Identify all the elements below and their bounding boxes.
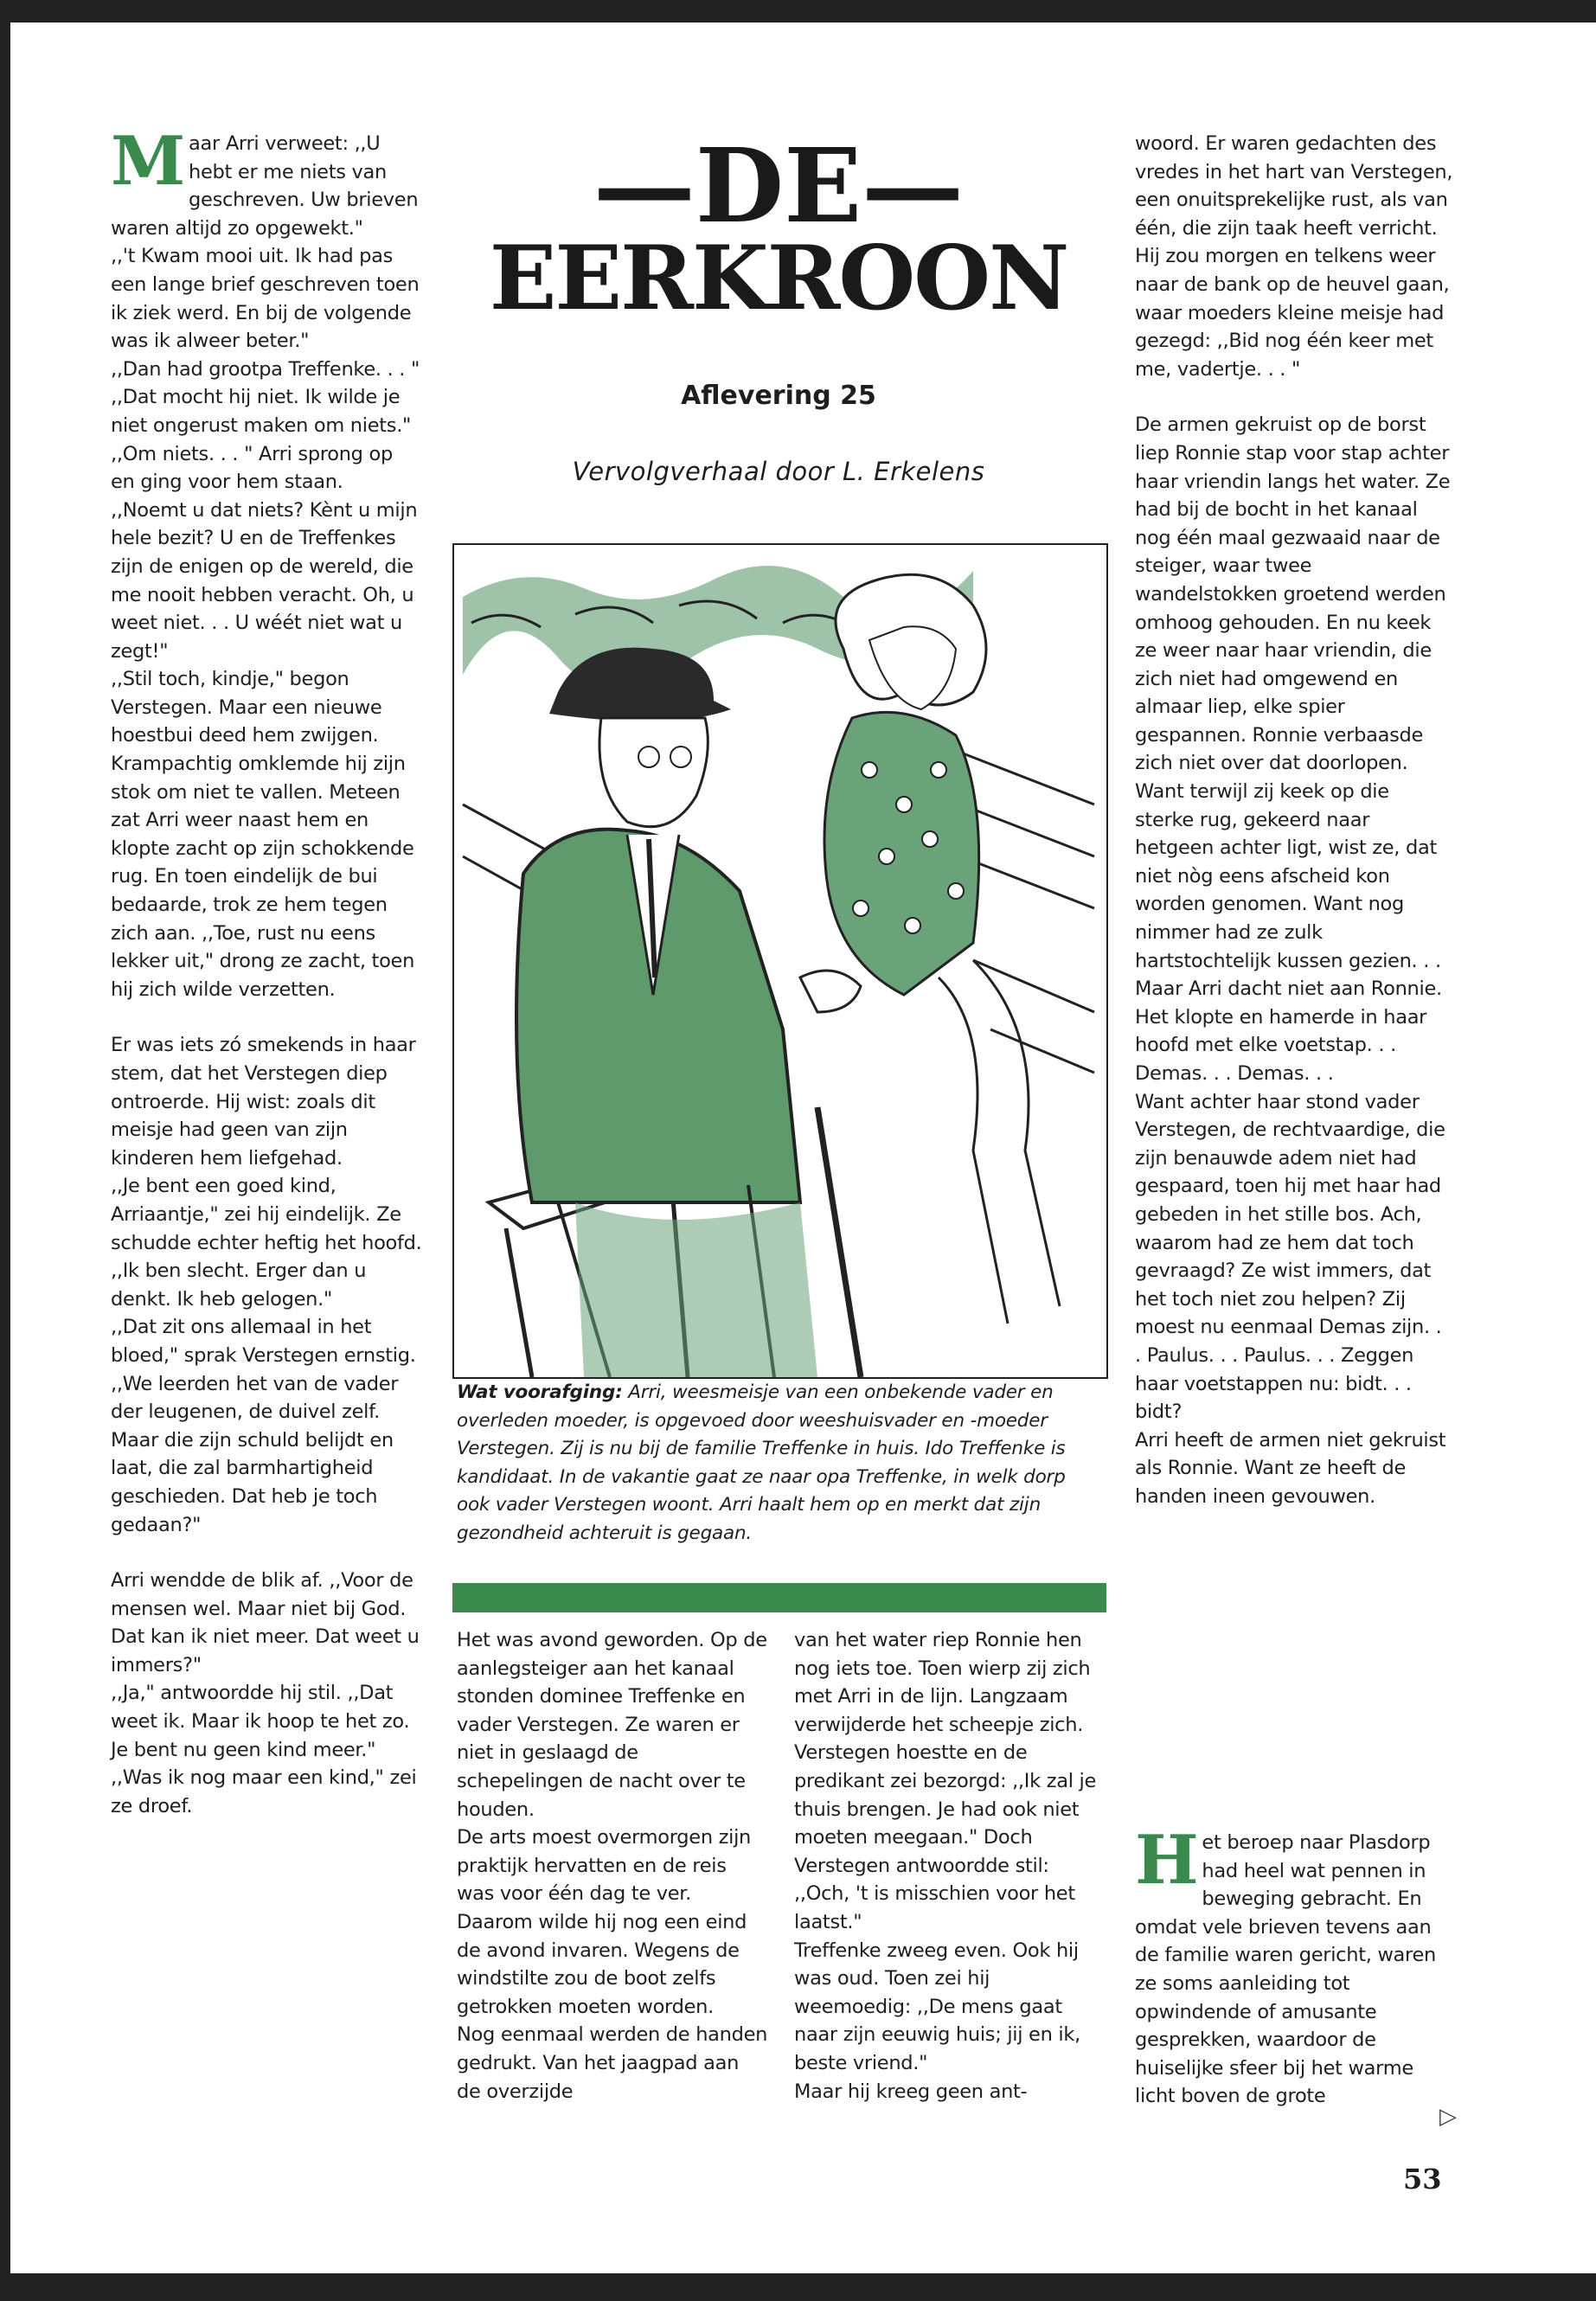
paragraph: Treffenke zweeg even. Ook hij was oud. Toen zei hij weemoedig: ,,De mens gaat naar zijn eeuwig huis; jij en ik, beste vriend." xyxy=(794,1939,1080,2074)
paragraph: ,,Dat mocht hij niet. Ik wilde je niet ongerust maken om niets." xyxy=(111,386,412,437)
paragraph: De arts moest overmorgen zijn praktijk hervatten en de reis was voor één dag te ver. Daarom wilde hij nog een eind de avond invaren. Wegens de windstilte zou de boot zelfs getrokken moeten worden. xyxy=(457,1826,752,2018)
paragraph: Er was iets zó smekends in haar stem, dat het Verstegen diep ontroerde. Hij wist: zoals dit meisje had geen van zijn kinderen hem liefgehad. xyxy=(111,1034,416,1170)
paragraph: Nog eenmaal werden de handen gedrukt. Van het jaagpad aan de overzijde xyxy=(457,2023,768,2103)
top-border xyxy=(0,0,1596,22)
paragraph: Arri wendde de blik af. ,,Voor de mensen wel. Maar niet bij God. Dat kan ik niet meer. Dat weet u immers?" xyxy=(111,1569,420,1676)
right-column xyxy=(1135,130,1453,1511)
paragraph: De armen gekruist op de borst liep Ronnie stap voor stap achter haar vriendin langs het water. Ze had bij de bocht in het kanaal nog één maal gezwaaid naar de steiger, waar twee wandelstokken groetend werden omhoog gehouden. En nu keek ze weer naar haar vriendin, die zich niet had omgewend en almaar liep, elke spier gespannen. Ronnie verbaasde zich niet over dat doorlopen. Want terwijl zij keek op die sterke rug, gekeerd naar hetgeen achter ligt, wist ze, dat niet nòg eens afscheid kon worden genomen. Want nog nimmer had ze zulk hartstochtelijk kussen gezien. . . xyxy=(1135,413,1451,972)
bottom-border xyxy=(0,2273,1596,2301)
caption-text: Arri, weesmeisje van een onbekende vader en overleden moeder, is opgevoed door weeshuisvader en -moeder Verstegen. Zij is nu bij de familie Treffenke in huis. Ido Treffenke is kandidaat. In de vakantie gaat ze naar opa Treffenke, in welk dorp ook vader Verstegen woont. Arri haalt hem op en merkt dat zijn gezondheid achteruit is gegaan. xyxy=(457,1381,1066,1544)
title-line-1: —DE— xyxy=(593,125,965,246)
middle-right-column xyxy=(794,1626,1104,2106)
byline: Vervolgverhaal door L. Erkelens xyxy=(572,457,985,486)
right-column-section-2 xyxy=(1135,1821,1453,2111)
caption-lead: Wat voorafging: xyxy=(457,1381,623,1403)
page-number: 53 xyxy=(1403,2163,1442,2195)
continue-arrow-icon: ▷ xyxy=(1439,2104,1457,2130)
paragraph-gap xyxy=(1135,383,1453,411)
paragraph: Maar hij kreeg geen ant- xyxy=(794,2080,1028,2103)
paragraph: et beroep naar Plasdorp had heel wat pennen in beweging gebracht. En omdat vele brieven tevens aan de familie waren gericht, waren ze soms aanleiding tot opwindende of amusante gesprekken, waardoor de huiselijke sfeer bij het warme licht boven de grote xyxy=(1135,1831,1436,2108)
paragraph: ,,Was ik nog maar een kind," zei ze droef. xyxy=(111,1766,417,1817)
drop-cap: M xyxy=(111,122,186,201)
paragraph-gap xyxy=(111,1539,422,1567)
illustration xyxy=(452,543,1108,1379)
paragraph: Arri heeft de armen niet gekruist als Ronnie. Want ze heeft de handen ineen gevouwen. xyxy=(1135,1428,1446,1508)
paragraph: ,,Dan had grootpa Treffenke. . . " xyxy=(111,357,420,381)
paragraph: van het water riep Ronnie hen nog iets toe. Toen wierp zij zich met Arri in de lijn. Langzaam verwijderde het scheepje zich. xyxy=(794,1629,1091,1736)
summary-caption xyxy=(457,1379,1104,1548)
paragraph: aar Arri verweet: ,,U hebt er me niets van geschreven. Uw brieven waren altijd zo opgewekt." xyxy=(111,132,419,240)
paragraph-gap xyxy=(111,1003,422,1031)
paragraph: woord. Er waren gedachten des vredes in het hart van Verstegen, een onuitsprekelijke rust, als van één, die zijn taak heeft verricht. Hij zou morgen en telkens weer naar de bank op de heuvel gaan, waar moeders kleine meisje had gezegd: ,,Bid nog één keer met me, vadertje. . . " xyxy=(1135,132,1453,381)
green-divider-bar xyxy=(452,1583,1106,1612)
paragraph: Maar Arri dacht niet aan Ronnie. Het klopte en hamerde in haar hoofd met elke voetstap. . . Demas. . . Demas. . . xyxy=(1135,977,1442,1085)
paragraph: Want achter haar stond vader Verstegen, de rechtvaardige, die zijn benauwde adem niet had gespaard, toen hij met haar had gebeden in het stille bos. Ach, waarom had ze hem dat toch gevraagd? Ze wist immers, dat het toch niet zou helpen? Zij moest nu eenmaal Demas zijn. . . Paulus. . . Paulus. . . Zeggen haar voetstappen nu: bidt. . . bidt? xyxy=(1135,1090,1445,1424)
paragraph: ,,Je bent een goed kind, Arriaantje," zei hij eindelijk. Ze schudde echter heftig het hoofd. ,,Ik ben slecht. Erger dan u denkt. Ik heb gelogen." xyxy=(111,1175,422,1311)
paragraph: ,,Stil toch, kindje," begon Verstegen. Maar een nieuwe hoestbui deed hem zwijgen. Krampachtig omklemde hij zijn stok om niet te vallen. Meteen zat Arri weer naast hem en klopte zacht op zijn schokkende rug. En toen eindelijk de bui bedaarde, trok ze hem tegen zich aan. ,,Toe, rust nu eens lekker uit," drong ze zacht, toen hij zich wilde verzetten. xyxy=(111,668,415,1001)
paragraph: ,,Ja," antwoordde hij stil. ,,Dat weet ik. Maar ik hoop te het zo. Je bent nu geen kind meer." xyxy=(111,1682,410,1761)
title-line-2: EERKROON xyxy=(489,227,1068,330)
illustration-drawing xyxy=(454,545,1106,1377)
paragraph: ,,'t Kwam mooi uit. Ik had pas een lange brief geschreven toen ik ziek werd. En bij de volgende was ik alweer beter." xyxy=(111,245,420,353)
left-column xyxy=(111,122,422,1820)
middle-left-column xyxy=(457,1626,768,2106)
paragraph: ,,Om niets. . . " Arri sprong op en ging voor hem staan. ,,Noemt u dat niets? Kènt u mijn hele bezit? U en de Treffenkes zijn de enigen op de wereld, die me nooit hebben veracht. Oh, u weet niet. . . U wéét niet wat u zegt!" xyxy=(111,442,418,663)
drop-cap: H xyxy=(1135,1821,1199,1900)
paragraph: Verstegen hoestte en de predikant zei bezorgd: ,,Ik zal je thuis brengen. Je had ook niet moeten meegaan." Doch Verstegen antwoordde stil: ,,Och, 't is misschien voor het laatst." xyxy=(794,1741,1096,1933)
paragraph: Het was avond geworden. Op de aanlegsteiger aan het kanaal stonden dominee Treffenke en vader Verstegen. Ze waren er niet in geslaagd de schepelingen de nacht over te houden. xyxy=(457,1629,767,1821)
paragraph: ,,Dat zit ons allemaal in het bloed," sprak Verstegen ernstig. ,,We leerden het van de vader der leugenen, de duivel zelf. Maar die zijn schuld belijdt en laat, die zal barmhartigheid geschieden. Dat heb je toch gedaan?" xyxy=(111,1316,416,1536)
episode-label: Aflevering 25 xyxy=(681,381,876,411)
left-border xyxy=(0,0,10,2301)
